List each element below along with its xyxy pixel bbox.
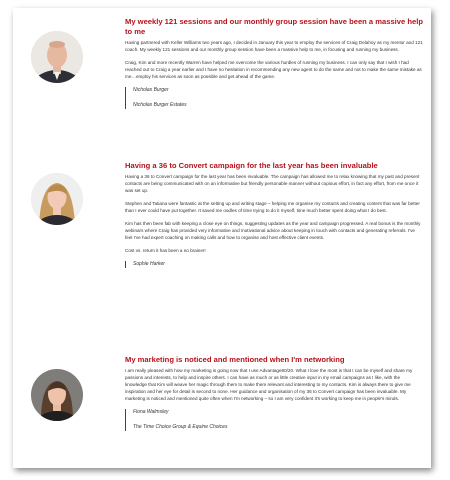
avatar-photo-icon <box>31 369 83 421</box>
testimonial-paragraph: Having a 36 to Convert campaign for the last year has been invaluable. The campaign has allowed me to relax knowing that my past and present contacts are being communicated with on an informative but friendly personable manner without copious effort, in fact any effort, from me once it was set up. <box>125 174 420 193</box>
testimonials-page <box>13 8 431 468</box>
avatar-fiona-walmsley <box>31 369 83 421</box>
signature-company: Nicholas Burger Estates <box>133 102 187 108</box>
testimonial-heading: My marketing is noticed and mentioned when I'm networking <box>125 355 345 364</box>
signature-name: Nicholas Burger <box>133 87 169 93</box>
testimonial-paragraph: Stephen and Tatiana were fantastic at the setting up and writing stage – helping me organise my contacts and creating content that was far better than I ever could have put together. It saved me oodles of time trying to do it myself, time much better spent doing what I do best. <box>125 201 420 213</box>
testimonial-heading: My weekly 121 sessions and our monthly group session have been a massive help to me <box>125 17 423 36</box>
testimonial-heading: Having a 36 to Convert campaign for the last year has been invaluable <box>125 161 378 170</box>
testimonial-3-content <box>125 355 423 431</box>
testimonial-2-content <box>125 161 423 268</box>
avatar-photo-icon <box>31 31 83 83</box>
signature-company: The Time Choice Group & Equine Choices <box>133 424 228 430</box>
testimonial-signature <box>125 261 423 268</box>
testimonial-paragraph: Craig, Kim and more recently Warren have helped me overcome the various hurdles of running my business. I can only say that I wish I had reached out to Craig a year earlier and I have no hesitation in recommending any new agent to do the same and not to make the same mistake as me…employ his services as soon as possible and get ahead of the game. <box>125 60 422 79</box>
signature-name: Sophie Harker <box>133 261 165 267</box>
testimonial-paragraph: Cost vs. return it has been a no brainer! <box>125 248 206 253</box>
testimonial-paragraph: Having partnered with Keller Williams two years ago, I decided in January this year to employ the services of Craig Delahoy as my mentor and 121 coach. My weekly 121 sessions and our monthly group session have been a massive help to me, in focusing and running my business. <box>125 40 423 52</box>
avatar-nicholas-burger <box>31 31 83 83</box>
testimonial-1-content <box>125 17 423 109</box>
testimonial-paragraph: I am really pleased with how my marketing is going now that I use Advantage80/20. What I love the most is that I can be myself and share my passions and interests, to help and inspire others. I can have as much or as little creative input in my email campaigns as I like, with the knowledge that Kim will weave her magic through them to make them relevant and interesting to my contacts. Kim is always there to give me inspiration and her eye for detail is second to none. Her guidance and organisation of my 36 to Convert campaign has been invaluable. My marketing is noticed and mentioned quite often when I'm networking – so I am very confident it's working to keep me in people's minds. <box>125 368 413 401</box>
signature-name: Fiona Walmsley <box>133 409 169 415</box>
testimonial-signature <box>125 87 423 109</box>
testimonial-paragraph: Kim has then been fab with keeping a close eye on things, suggesting updates as the year and campaign progressed. A real bonus is the monthly webinars where Craig has provided very informative and motivational advice about keeping in touch with contacts and generating referrals. I've feel I've had expert coaching on making calls and how to organise and host effective client events. <box>125 221 421 240</box>
avatar-photo-icon <box>31 173 83 225</box>
testimonial-signature <box>125 409 423 431</box>
avatar-sophie-harker <box>31 173 83 225</box>
